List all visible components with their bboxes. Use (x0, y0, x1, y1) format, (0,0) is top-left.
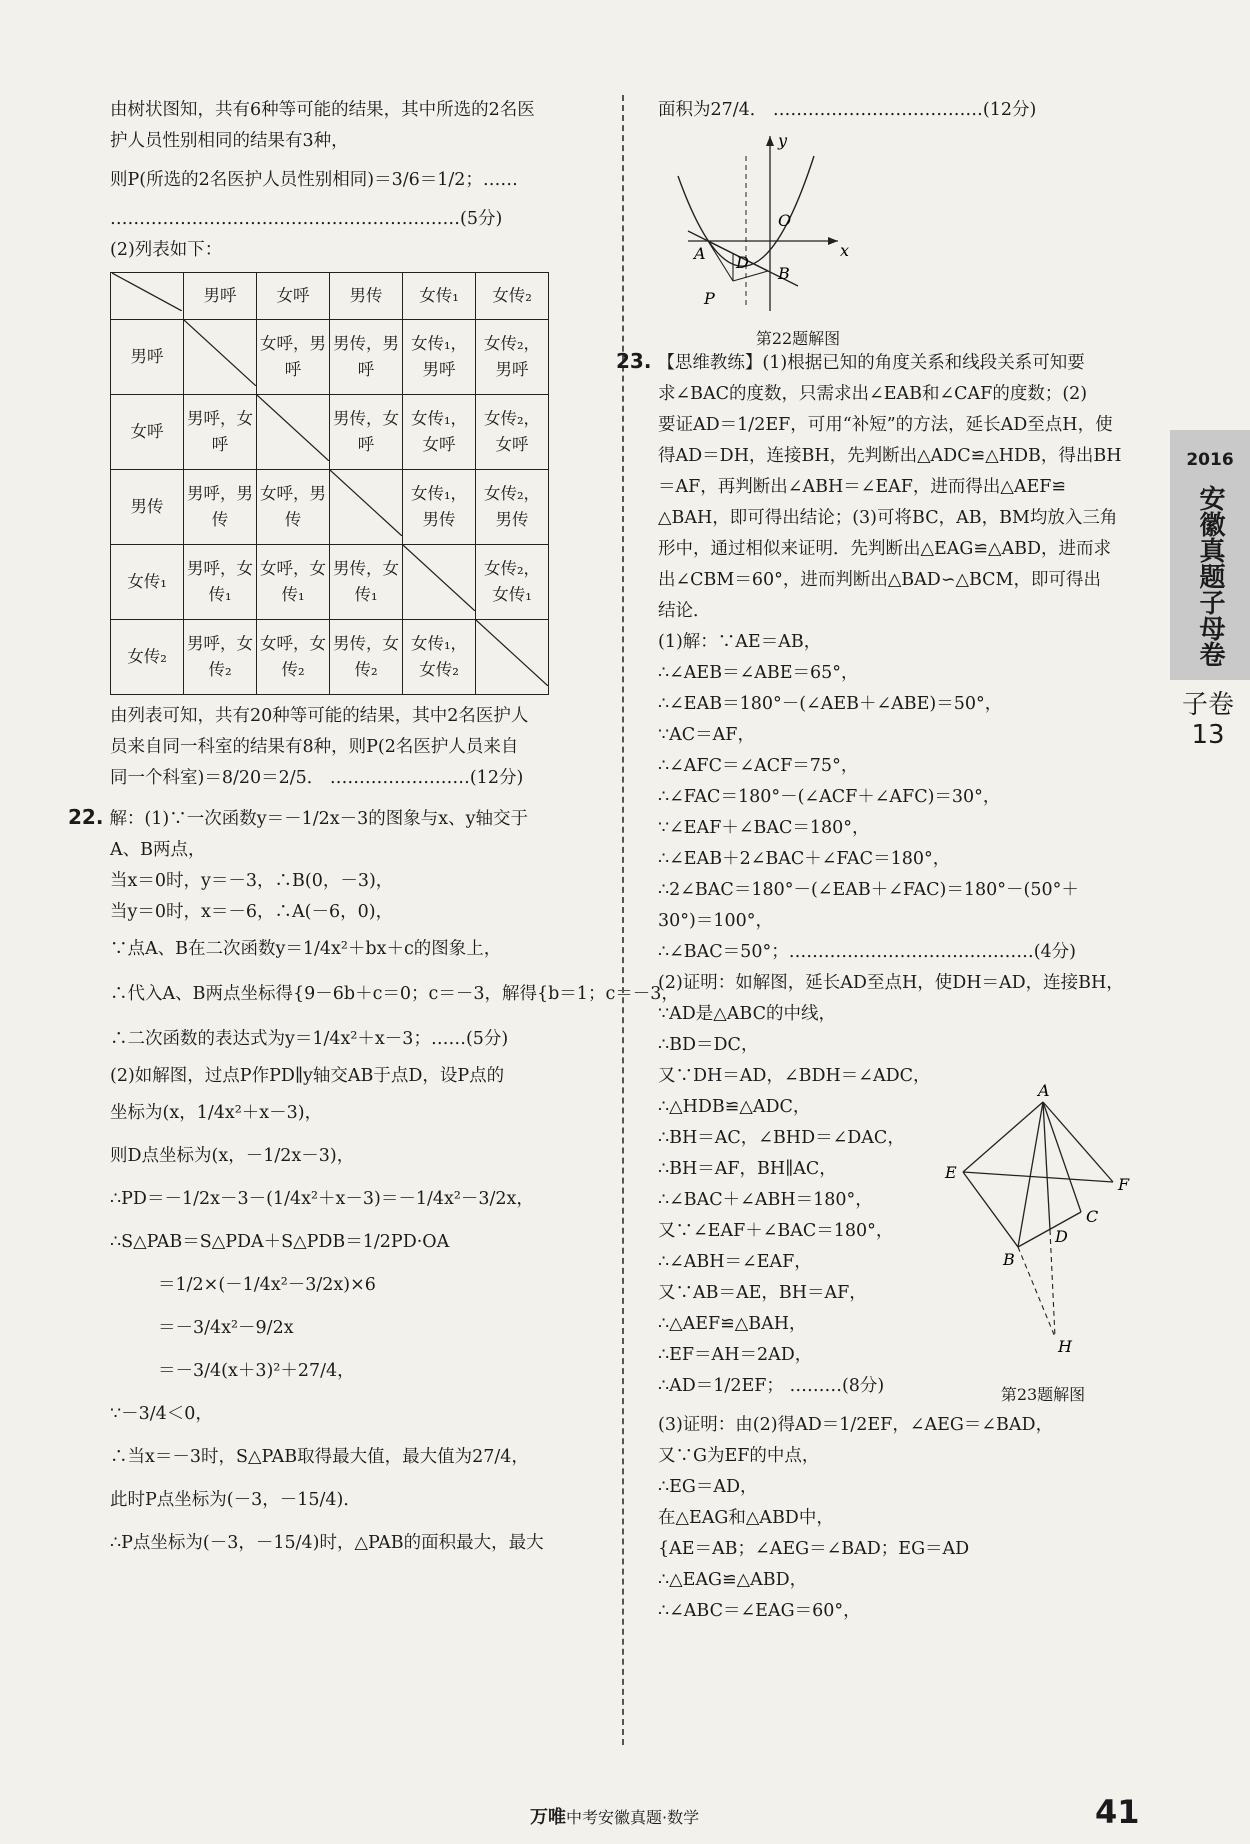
table-header-cell: 男传 (330, 273, 403, 320)
q23-line-21: (2)证明：如解图，延长AD至点H，使DH＝AD，连接BH， (658, 973, 1124, 993)
footer-brand-line (530, 1803, 699, 1829)
q22-text-1: 解：(1)∵一次函数y＝－1/2x－3的图象与x、y轴交于 (109, 809, 529, 829)
q23-line-10: (1)解：∵AE＝AB， (658, 632, 822, 652)
table-cell: 女传₂，女呼 (476, 395, 549, 470)
fig22-label-b: B (778, 264, 790, 283)
q22-line-17: ∴当x＝－3时，S△PAB取得最大值，最大值为27/4， (110, 1447, 529, 1467)
table-cell: 女呼，女传₂ (257, 620, 330, 695)
q23-line-29: 又∵∠EAF＋∠BAC＝180°， (658, 1221, 894, 1241)
table-row (111, 620, 549, 695)
column-divider (622, 95, 624, 1745)
fig23-label-d: D (1055, 1227, 1068, 1246)
table-row-label: 女呼 (111, 395, 184, 470)
table-cell: 男呼，男传 (184, 470, 257, 545)
table-row (111, 470, 549, 545)
q22-line-19: ∴P点坐标为(－3，－15/4)时，△PAB的面积最大，最大 (110, 1533, 544, 1553)
q23-line-12: ∴∠EAB＝180°－(∠AEB＋∠ABE)＝50°， (658, 694, 1003, 714)
q23-proof-with-figure (658, 1082, 1146, 1404)
diagonal-line-icon (403, 545, 475, 611)
table-diagonal-cell (330, 470, 403, 545)
left-line-1: 由树状图知，共有6种等可能的结果，其中所选的2名医 (110, 100, 535, 120)
q23-line-34: ∴AD＝1/2EF； ………(8分) (658, 1376, 885, 1396)
q22-line-12: ∴S△PAB＝S△PDA＋S△PDB＝1/2PD·OA (110, 1232, 450, 1252)
q23-line-4: 得AD＝DH，连接BH，先判断出△ADC≌△HDB，得出BH (658, 446, 1122, 466)
table-cell: 男传，女传₁ (330, 545, 403, 620)
table-cell: 女传₂，男呼 (476, 320, 549, 395)
q23-line-39: {AE＝AB；∠AEG＝∠BAD；EG＝AD (658, 1539, 970, 1559)
left-line-3: 则P(所选的2名医护人员性别相同)＝3/6＝1/2；…… (110, 170, 518, 190)
q23-line-16: ∵∠EAF＋∠BAC＝180°， (658, 818, 870, 838)
fig22-label-x: x (840, 241, 850, 260)
q22-line-7: ∴二次函数的表达式为y＝1/4x²＋x－3；……(5分) (110, 1029, 509, 1049)
outcome-table (110, 272, 549, 695)
q22-line-10: 则D点坐标为(x，－1/2x－3)， (110, 1146, 355, 1166)
table-cell: 女传₁，男传 (403, 470, 476, 545)
table-corner-cell (111, 273, 184, 320)
q22-line-4: 当y＝0时，x＝－6，∴A(－6，0)， (110, 902, 394, 922)
q23-line-26: ∴BH＝AC，∠BHD＝∠DAC， (658, 1128, 905, 1148)
q23-line-18: ∴2∠BAC＝180°－(∠EAB＋∠FAC)＝180°－(50°＋ (658, 880, 1079, 900)
q23-line-2: 求∠BAC的度数，只需求出∠EAB和∠CAF的度数；(2) (658, 384, 1088, 404)
table-diagonal-cell (403, 545, 476, 620)
table-cell: 女传₂，男传 (476, 470, 549, 545)
fig23-label-c: C (1086, 1207, 1099, 1226)
diagonal-line-icon (476, 620, 548, 686)
q23-line-35: (3)证明：由(2)得AD＝1/2EF，∠AEG＝∠BAD， (658, 1415, 1054, 1435)
q22-line-2: A、B两点， (110, 840, 206, 860)
diagonal-line-icon (112, 273, 182, 311)
q22-line-11: ∴PD＝－1/2x－3－(1/4x²＋x－3)＝－1/4x²－3/2x， (110, 1189, 534, 1209)
fig23-label-h: H (1058, 1337, 1072, 1356)
q23-line-17: ∴∠EAB＋2∠BAC＋∠FAC＝180°， (658, 849, 951, 869)
q23-line-33: ∴EF＝AH＝2AD， (658, 1345, 813, 1365)
q22-line-6: ∴代入A、B两点坐标得{9－6b＋c＝0；c＝－3，解得{b＝1；c＝－3， (110, 984, 679, 1004)
triangle-diagram (943, 1082, 1143, 1382)
fig22-label-p: P (704, 289, 715, 308)
q23-line-36: 又∵G为EF的中点， (658, 1446, 820, 1466)
q22-line-16: ∵－3/4＜0， (110, 1404, 213, 1424)
table-diagonal-cell (257, 395, 330, 470)
table-diagonal-cell (476, 620, 549, 695)
table-row (111, 320, 549, 395)
fig22-label-a: A (694, 244, 706, 263)
q23-line-23: ∴BD＝DC， (658, 1035, 759, 1055)
q22-line-5: ∵点A、B在二次函数y＝1/4x²＋bx＋c的图象上， (110, 939, 502, 959)
fig23-label-e: E (945, 1163, 957, 1182)
q22-line-3: 当x＝0时，y＝－3，∴B(0，－3)， (110, 871, 394, 891)
left-after-table-2: 员来自同一科室的结果有8种，则P(2名医护人员来自 (110, 737, 519, 757)
table-cell: 男传，女传₂ (330, 620, 403, 695)
table-cell: 男呼，女呼 (184, 395, 257, 470)
q23-text-1: 【思维教练】(1)根据已知的角度关系和线段关系可知要 (657, 353, 1085, 373)
fig23-label-b: B (1003, 1250, 1015, 1269)
table-row-label: 男传 (111, 470, 184, 545)
table-cell: 女呼，女传₁ (257, 545, 330, 620)
fig22-label-y: y (778, 131, 788, 150)
parabola-diagram (658, 126, 1146, 316)
table-cell: 女传₁，男呼 (403, 320, 476, 395)
q23-line-7: 形中，通过相似来证明．先判断出△EAG≌△ABD，进而求 (658, 539, 1111, 559)
left-line-2: 护人员性别相同的结果有3种， (110, 131, 349, 151)
diagonal-line-icon (330, 470, 402, 536)
q23-line-22: ∵AD是△ABC的中线， (658, 1004, 836, 1024)
table-cell: 男传，男呼 (330, 320, 403, 395)
fig23-label-a: A (1038, 1082, 1050, 1100)
figure-22-caption: 第22题解图 (755, 329, 841, 348)
q23-line-8: 出∠CBM＝60°，进而判断出△BAD∽△BCM，即可得出 (658, 570, 1101, 590)
diagonal-line-icon (257, 395, 329, 461)
table-row-label: 女传₁ (111, 545, 184, 620)
q23-line-25: ∴△HDB≌△ADC， (658, 1097, 811, 1117)
table-cell: 女传₂，女传₁ (476, 545, 549, 620)
q22-line-1 (68, 802, 600, 835)
table-row (111, 545, 549, 620)
q23-line-14: ∴∠AFC＝∠ACF＝75°， (658, 756, 859, 776)
q23-line-3: 要证AD＝1/2EF，可用“补短”的方法，延长AD至点H，使 (658, 415, 1113, 435)
q23-line-41: ∴∠ABC＝∠EAG＝60°， (658, 1601, 861, 1621)
q23-line-32: ∴△AEF≌△BAH， (658, 1314, 807, 1334)
brand-logo: 万唯 (530, 1807, 566, 1828)
q23-line-6: △BAH，即可得出结论；(3)可将BC，AB，BM均放入三角 (658, 508, 1118, 528)
table-cell: 女传₁，女呼 (403, 395, 476, 470)
question-number-22: 22. (68, 805, 104, 829)
fig23-label-f: F (1118, 1175, 1130, 1194)
table-cell: 女呼，男传 (257, 470, 330, 545)
page-number: 41 (1095, 1793, 1140, 1831)
q22-line-15: ＝－3/4(x＋3)²＋27/4， (158, 1361, 355, 1381)
q23-line-11: ∴∠AEB＝∠ABE＝65°， (658, 663, 859, 683)
figure-23-caption: 第23题解图 (1000, 1385, 1086, 1404)
sub-volume-label: 子卷13 (1181, 690, 1234, 750)
table-header-cell: 男呼 (184, 273, 257, 320)
table-cell: 女呼，男呼 (257, 320, 330, 395)
figure-22 (658, 126, 1146, 346)
q23-line-19: 30°)＝100°， (658, 911, 773, 931)
question-number-23: 23. (616, 349, 652, 373)
q22-line-13: ＝1/2×(－1/4x²－3/2x)×6 (158, 1275, 376, 1295)
q23-line-28: ∴∠BAC＋∠ABH＝180°， (658, 1190, 873, 1210)
q23-line-15: ∴∠FAC＝180°－(∠ACF＋∠AFC)＝30°， (658, 787, 1001, 807)
q22-line-9: 坐标为(x，1/4x²＋x－3)， (110, 1103, 323, 1123)
q23-line-9: 结论． (658, 601, 711, 621)
table-cell: 男呼，女传₁ (184, 545, 257, 620)
section-title: 安徽真题子母卷 (1195, 485, 1225, 667)
q22-line-14: ＝－3/4x²－9/2x (158, 1318, 294, 1338)
table-row-label: 男呼 (111, 320, 184, 395)
q23-line-20: ∴∠BAC＝50°；……………………………………(4分) (658, 942, 1076, 962)
diagonal-line-icon (184, 320, 256, 386)
q23-line-30: ∴∠ABH＝∠EAF， (658, 1252, 812, 1272)
right-column (616, 95, 1146, 1627)
table-cell: 男呼，女传₂ (184, 620, 257, 695)
section-tab (1170, 430, 1250, 680)
q23-line-24: 又∵DH＝AD，∠BDH＝∠ADC， (658, 1066, 931, 1086)
right-top-line: 面积为27/4． ………………………………(12分) (658, 100, 1037, 120)
table-header-cell: 女传₂ (476, 273, 549, 320)
q23-line-31: 又∵AB＝AE，BH＝AF， (658, 1283, 867, 1303)
q23-line-37: ∴EG＝AD， (658, 1477, 758, 1497)
table-header-row (111, 273, 549, 320)
q22-line-18: 此时P点坐标为(－3，－15/4)． (110, 1490, 361, 1510)
footer-text: 中考安徽真题·数学 (566, 1808, 700, 1827)
fig22-label-d: D (736, 253, 749, 272)
page-footer (0, 1795, 1250, 1835)
q23-line-38: 在△EAG和△ABD中， (658, 1508, 834, 1528)
table-cell: 男传，女呼 (330, 395, 403, 470)
section-year: 2016 (1186, 450, 1234, 470)
q23-line-27: ∴BH＝AF，BH∥AC， (658, 1159, 837, 1179)
left-line-4: ……………………………………………………(5分) (110, 209, 503, 229)
q23-line-5: ＝AF，再判断出∠ABH＝∠EAF，进而得出△AEF≌ (658, 477, 1067, 497)
left-column (68, 95, 679, 1559)
figure-23 (943, 1082, 1143, 1412)
q23-line-13: ∵AC＝AF， (658, 725, 755, 745)
q22-line-8: (2)如解图，过点P作PD∥y轴交AB于点D，设P点的 (110, 1066, 505, 1086)
fig22-label-o: O (778, 211, 792, 230)
table-row (111, 395, 549, 470)
table-header-cell: 女传₁ (403, 273, 476, 320)
left-after-table-3: 同一个科室)＝8/20＝2/5． ……………………(12分) (110, 768, 524, 788)
table-row-label: 女传₂ (111, 620, 184, 695)
q23-line-40: ∴△EAG≌△ABD， (658, 1570, 808, 1590)
table-cell: 女传₁，女传₂ (403, 620, 476, 695)
table-diagonal-cell (184, 320, 257, 395)
left-after-table-1: 由列表可知，共有20种等可能的结果，其中2名医护人 (110, 706, 529, 726)
table-header-cell: 女呼 (257, 273, 330, 320)
left-line-5: (2)列表如下： (110, 240, 223, 260)
